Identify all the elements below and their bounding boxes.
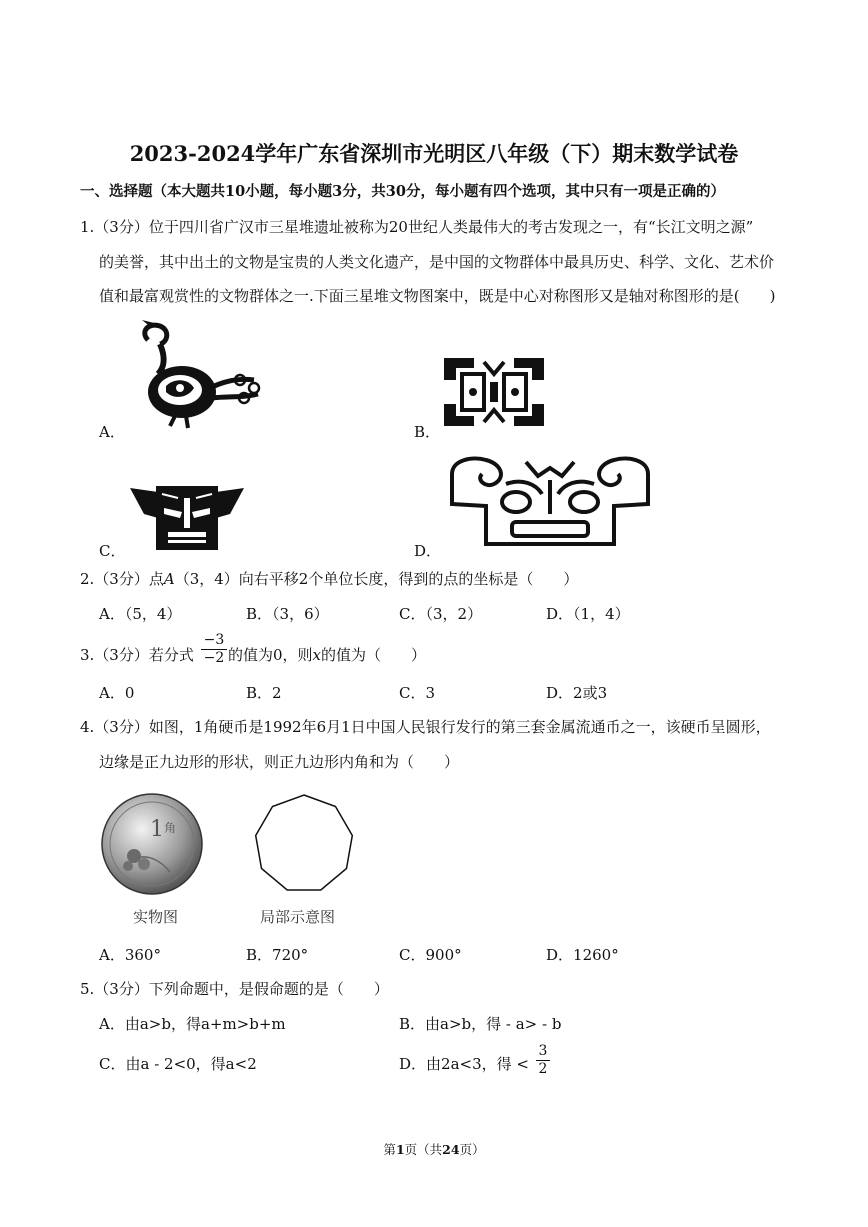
outline-mask-image xyxy=(446,454,654,548)
q2-stem-part-1: 2.（3分）点 xyxy=(80,570,164,588)
q3-stem-part-1: 3.（3分）若分式 xyxy=(80,646,194,664)
section-heading: 一、选择题（本大题共10小题，每小题3分，共30分，每小题有四个选项，其中只有一项是正确的） xyxy=(80,183,725,200)
page-title: 2023-2024学年广东省深圳市光明区八年级（下）期末数学试卷 xyxy=(129,141,739,166)
q1-line-2: 的美誉，其中出土的文物是宝贵的人类文化遗产，是中国的文物群体中最具历史、科学、文化、艺术价 xyxy=(99,253,775,271)
q5-option-b: B．由a>b，得 - a> - b xyxy=(399,1015,562,1033)
q4-option-c: C．900° xyxy=(399,946,462,964)
bird-pattern-image xyxy=(130,318,270,430)
q3-fraction xyxy=(201,632,227,666)
coin-image xyxy=(100,792,204,896)
page-footer xyxy=(0,1140,868,1158)
q1-option-a-label: A． xyxy=(99,423,125,441)
q5-fraction-denominator: 2 xyxy=(536,1060,550,1077)
q1-option-c-label: C． xyxy=(99,542,126,560)
q3-option-a: A．0 xyxy=(99,684,135,702)
q3-stem-rest xyxy=(228,644,426,665)
q2-option-b: B．（3，6） xyxy=(246,605,329,623)
q3-option-d: D．2或3 xyxy=(546,684,608,702)
q1-line-1: 1.（3分）位于四川省广汉市三星堆遗址被称为20世纪人类最伟大的考古发现之一，有“长江文明之源” xyxy=(80,218,754,236)
q3-variable: x xyxy=(312,646,322,664)
q2-point-variable: A xyxy=(163,570,175,588)
q2-stem xyxy=(80,568,578,589)
footer-total-pages: 24 xyxy=(442,1142,460,1157)
footer-suffix: 页） xyxy=(459,1142,485,1157)
q3-fraction-numerator: −3 xyxy=(203,632,225,648)
caption-diagram: 局部示意图 xyxy=(260,908,336,926)
q4-line-2: 边缘是正九边形的形状，则正九边形内角和为（ ） xyxy=(99,753,460,771)
q5-option-d: D．由2a<3，得 < xyxy=(399,1055,529,1073)
footer-page-number: 1 xyxy=(395,1142,405,1157)
q3-option-c: C．3 xyxy=(399,684,436,702)
q3-stem-part-2: 的值为0，则 xyxy=(228,646,313,664)
q2-option-a: A．（5，4） xyxy=(99,605,182,623)
footer-middle: 页（共 xyxy=(404,1142,443,1157)
coin-denomination: 1 xyxy=(150,817,164,842)
bronze-mask-image xyxy=(128,484,246,552)
q4-line-1: 4.（3分）如图，1角硬币是1992年6月1日中国人民银行发行的第三套金属流通币之一，该硬币呈圆形， xyxy=(80,718,771,736)
q4-option-d: D．1260° xyxy=(546,946,619,964)
q5-option-a: A．由a>b，得a+m>b+m xyxy=(99,1015,286,1033)
q2-option-d: D．（1，4） xyxy=(546,605,630,623)
footer-prefix: 第 xyxy=(383,1142,396,1157)
q3-option-b: B．2 xyxy=(246,684,282,702)
q2-stem-part-2: （3，4）向右平移2个单位长度，得到的点的坐标是（ ） xyxy=(174,570,579,588)
q1-line-3: 值和最富观赏性的文物群体之一.下面三星堆文物图案中，既是中心对称图形又是轴对称图形的是( ) xyxy=(99,287,776,305)
q1-option-d-label: D． xyxy=(414,542,442,560)
caption-real-coin: 实物图 xyxy=(133,908,179,926)
q5-option-c: C．由a - 2<0，得a<2 xyxy=(99,1055,257,1073)
q3-fraction-denominator: −2 xyxy=(201,649,227,666)
q3-stem-part-3: 的值为（ ） xyxy=(321,646,427,664)
q5-fraction-numerator: 3 xyxy=(538,1043,548,1059)
coin-unit: 角 xyxy=(164,821,177,835)
q1-option-b-label: B． xyxy=(414,423,441,441)
q5-fraction xyxy=(536,1043,550,1077)
nonagon-diagram xyxy=(252,792,356,896)
q4-option-a: A．360° xyxy=(99,946,161,964)
q5-stem: 5.（3分）下列命题中，是假命题的是（ ） xyxy=(80,980,389,998)
q2-option-c: C．（3，2） xyxy=(399,605,483,623)
q4-option-b: B．720° xyxy=(246,946,309,964)
symmetric-ornament-image xyxy=(440,352,548,432)
